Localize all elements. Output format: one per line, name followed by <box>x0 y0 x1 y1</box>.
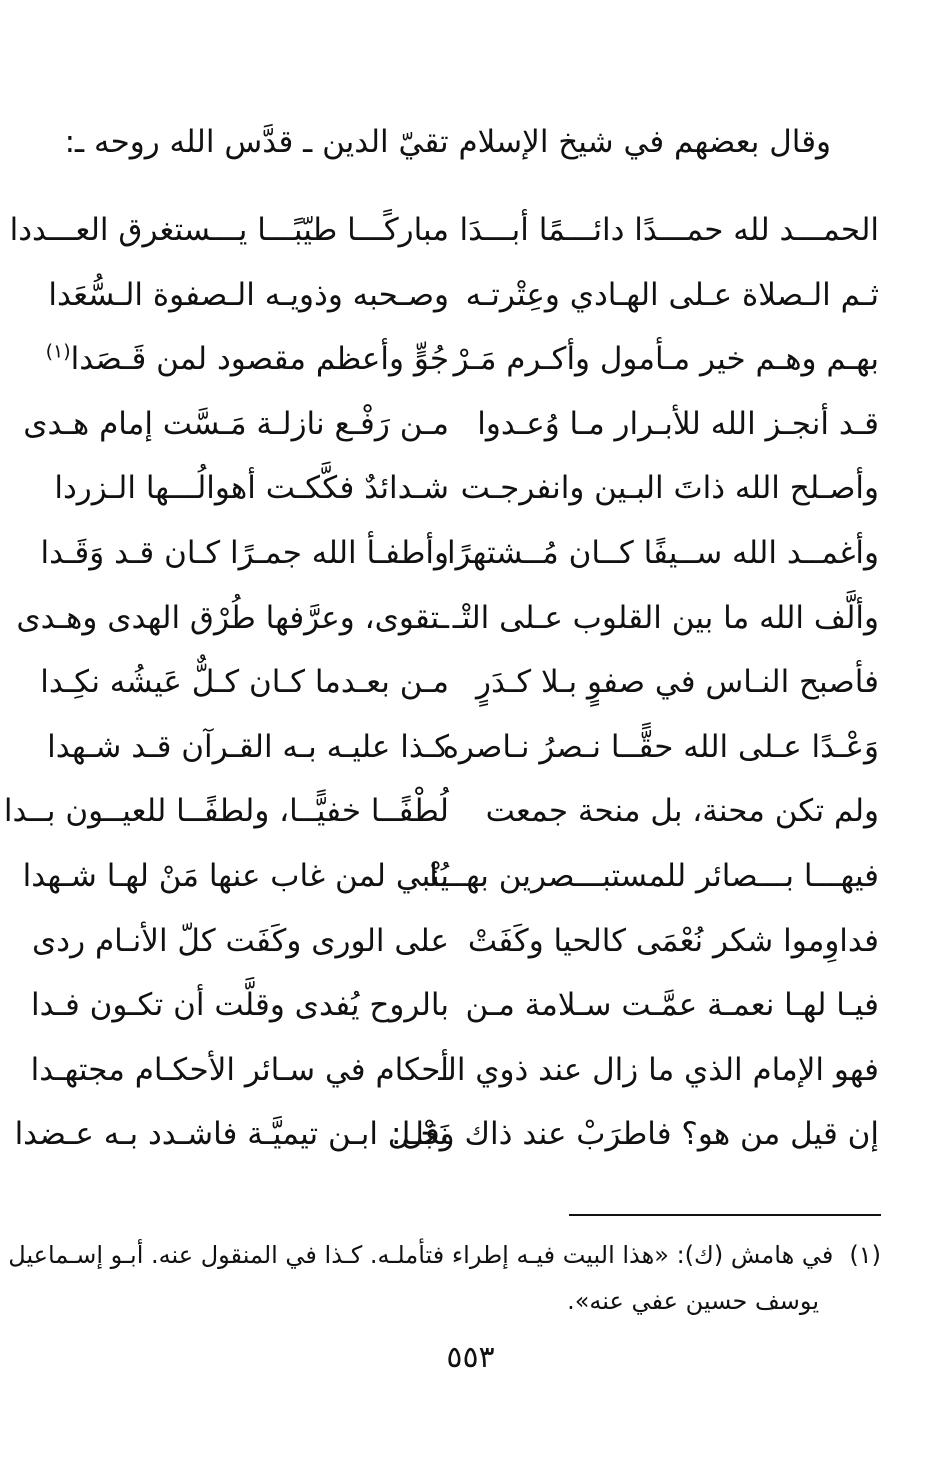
verse-second-hemistich: كـذا عليـه بـه القـرآن قـد شـهدا <box>47 728 449 765</box>
verse-second-hemistich: يُنْبي لمن غاب عنها مَنْ لهـا شـهدا <box>22 857 449 894</box>
verse-second-hemistich: على الورى وكَفَت كلّ الأنـام ردى <box>32 922 449 959</box>
verse-first-hemistich: قـد أنجـز الله للأبـرار مـا وُعـدوا <box>477 405 879 442</box>
verse-second-hemistich: بالروح يُفدى وقلَّت أن تكـون فـدا <box>31 987 449 1024</box>
poem-verse <box>40 652 879 717</box>
poem-verse <box>3 781 879 846</box>
verse-first-hemistich: إن قيل من هو؟ فاطرَبْ عند ذاك وقل: <box>390 1116 879 1153</box>
verse-first-hemistich: وألَّف الله ما بين القلوب عـلى التْـ <box>452 599 879 636</box>
verse-second-hemistich: مـن رَفْـع نازلـة مَـسَّت إمام هـدى <box>23 405 449 442</box>
page-number: ٥٥٣ <box>446 1340 495 1375</box>
verse-second-hemistich: مـن بعـدما كـان كـلٌّ عَيشُه نكِـدا <box>40 664 449 701</box>
poem-verse <box>40 523 879 588</box>
verse-second-hemistich: شـدائدٌ فكَّكـت أهوالُـــها الـزردا <box>54 470 449 507</box>
poem-verse <box>31 975 879 1040</box>
poem-verse <box>30 1040 879 1105</box>
poem-verse <box>22 846 879 911</box>
poem-verse <box>45 329 879 394</box>
verse-first-hemistich: فيهـــا بـــصائر للمستبـــصرين بهـــا <box>429 857 879 894</box>
verse-second-hemistich: وصـحبه وذويـه الـصفوة الـسُّعَدا <box>48 276 449 313</box>
poem-verse <box>47 717 879 782</box>
footnote-number: (١) <box>849 1241 881 1269</box>
verse-second-hemistich: أحكام في سـائر الأحكـام مجتهـدا <box>30 1051 449 1088</box>
poem <box>3 200 879 1169</box>
verse-first-hemistich: وَعْـدًا عـلى الله حقًّــا نـصرُ نـاصره <box>442 728 879 765</box>
verse-second-hemistich-with-ref <box>45 329 449 389</box>
verse-first-hemistich: فأصبح النـاس في صفوٍ بـلا كـدَرٍ <box>476 664 879 701</box>
verse-second-hemistich: ـتقوى، وعرَّفها طُرْق الهدى وهـدى <box>16 599 449 636</box>
verse-first-hemistich: وأغمــد الله ســيفًا كــان مُــشتهرًا <box>446 534 879 571</box>
verse-first-hemistich: فهو الإمام الذي ما زال عند ذوي الـ <box>438 1051 879 1088</box>
verse-second-hemistich: وأطفـأ الله جمـرًا كـان قـد وَقَـدا <box>40 534 449 571</box>
verse-second-hemistich: لُطْفًــا خفيًّــا، ولطفًــا للعيــون بــدا <box>3 793 449 830</box>
verse-second-hemistich-text: جُوٍّ وأعظم مقصود لمن قَـصَدا <box>70 341 449 378</box>
poem-verse <box>54 458 879 523</box>
verse-first-hemistich: ثـم الـصلاة عـلى الهـادي وعِتْرتـه <box>465 276 879 313</box>
poem-verse <box>16 588 879 653</box>
intro-line: وقال بعضهم في شيخ الإسلام تقيّ الدين ـ قدَّس الله روحه ـ: <box>64 124 831 160</box>
footnote-reference: (١) <box>45 340 71 363</box>
footnote <box>8 1232 881 1324</box>
poem-verse <box>14 1104 879 1169</box>
footnote-text-line-1: في هامش (ك): «هذا البيت فيـه إطراء فتأملـه. كـذا في المنقول عنه. أبـو إسـماعيل <box>8 1241 834 1269</box>
verse-first-hemistich: وأصـلح الله ذاتَ البـين وانفرجـت <box>460 470 879 507</box>
verse-first-hemistich: الحمـــد لله حمـــدًا دائـــمًا أبـــدَا <box>459 212 879 248</box>
poem-verse <box>23 394 879 459</box>
footnote-text-line-2: يوسف حسين عفي عنه». <box>567 1287 819 1315</box>
verse-first-hemistich: فيـا لهـا نعمـة عمَّـت سـلامة مـن <box>465 987 879 1024</box>
verse-first-hemistich: فداوِموا شكر نُعْمَى كالحيا وكَفَتْ <box>467 922 879 959</box>
verse-first-hemistich: بهـم وهـم خير مـأمول وأكـرم مَـرْ <box>453 341 879 378</box>
verse-second-hemistich: مباركًـــا طيّبًـــا يـــستغرق العـــددا <box>9 212 449 248</box>
verse-second-hemistich: نَجْـل ابـن تيميَّـة فاشـدد بـه عـضدا <box>14 1116 449 1153</box>
poem-verse <box>9 200 879 265</box>
poem-verse <box>48 265 879 330</box>
footnote-divider <box>569 1214 881 1216</box>
poem-verse <box>32 911 879 976</box>
footnote-line-1 <box>8 1232 881 1278</box>
verse-first-hemistich: ولم تكن محنة، بل منحة جمعت <box>485 793 879 830</box>
